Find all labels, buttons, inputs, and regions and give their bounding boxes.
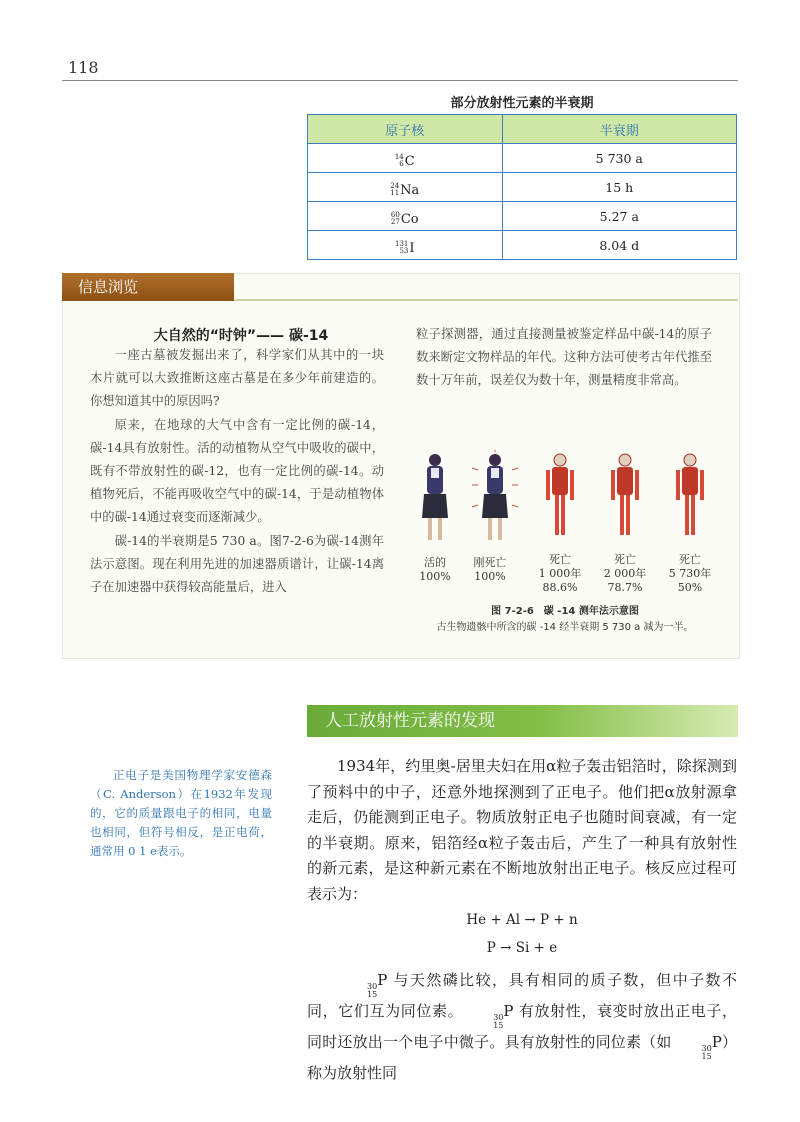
figure-subcaption: 古生物遗骸中所含的碳 -14 经半衰期 5 730 a 减为一半。 — [436, 622, 694, 633]
skeleton-2000-icon — [611, 454, 639, 535]
article-paragraph: 一座古墓被发掘出来了，科学家们从其中的一块木片就可以大致推断这座古墓是在多少年前建造的。你想知道其中的原因吗? — [90, 348, 384, 409]
halflife-table — [307, 114, 737, 260]
figure-label-2000: 死亡 2 000年 78.7% — [603, 553, 647, 594]
halflife-cell: 5 730 a — [502, 144, 736, 173]
figure-caption: 图 7-2-6 碳 -14 测年法示意图 — [491, 606, 639, 617]
table-row — [308, 144, 737, 173]
main-paragraph-2: 30 15 P 与天然磷比较，具有相同的质子数，但中子数不同，它们互为同位素。 30 15 P 有放射性，衰变时放出正电子，同时还放出一个电子中微子。具有放射性的同位素（如 30 15 P）称为放射性同 — [307, 971, 738, 1082]
skeleton-5730-icon — [676, 454, 704, 535]
living-person-icon — [422, 454, 448, 540]
figure-label-living: 活的 100% — [419, 556, 451, 583]
nucleus-cell: 14 6 C — [308, 144, 503, 173]
table-header-row — [308, 115, 737, 144]
article-paragraph: 碳-14的半衰期是5 730 a。图7-2-6为碳-14测年法示意图。现在利用先进的加速器质谱计，让碳-14离子在加速器中获得较高能量后，进入 — [90, 533, 384, 595]
main-paragraph-text: P）称为放射性同 — [307, 1033, 738, 1082]
info-box-label: 信息浏览 — [62, 273, 234, 301]
halflife-cell: 5.27 a — [502, 202, 736, 231]
header-nucleus: 原子核 — [308, 115, 503, 144]
table-row — [308, 202, 737, 231]
nucleus-cell: 131 53 I — [308, 231, 503, 260]
halflife-cell: 15 h — [502, 173, 736, 202]
main-paragraph-text: P 有放射性，衰变时放出正电子，同时还放出一个电子中微子。具有放射性的同位素（如 — [307, 1002, 737, 1051]
article-paragraph: 原来，在地球的大气中含有一定比例的碳-14，碳-14具有放射性。活的动植物从空气中吸收的碳中，既有不带放射性的碳-12，也有一定比例的碳-14。动植物死后，不能再吸收空气中的碳-14，于是动植物体中的碳-14通过衰变而逐渐减少。 — [90, 417, 384, 525]
main-paragraph-text: 1934年，约里奥-居里夫妇在用α粒子轰击铝箔时，除探测到了预料中的中子，还意外地探测到了正电子。他们把α放射源拿走后，仍能测到正电子。物质放射正电子也随时间衰减，有一定的半衰期。原来，铝箔经α粒子轰击后，产生了一种具有放射性的新元素，是这种新元素在不断地放射出正电子。核反应过程可表示为： — [307, 757, 737, 903]
figure-label-just-dead: 刚死亡 100% — [473, 556, 507, 583]
nucleus-cell: 60 27 Co — [308, 202, 503, 231]
equation-2 — [307, 940, 737, 956]
article-paragraph: 粒子探测器，通过直接测量被鉴定样品中碳-14的原子数来断定文物样品的年代。这种方法可使考古年代推至数十万年前，误差仅为数十年，测量精度非常高。 — [416, 327, 712, 388]
halflife-cell: 8.04 d — [502, 231, 736, 260]
section-title: 人工放射性元素的发现 — [325, 711, 495, 731]
equation-1 — [307, 912, 737, 928]
figure-label-5730: 死亡 5 730年 50% — [668, 553, 712, 594]
article-right-column — [416, 323, 712, 393]
skeleton-1000-icon — [546, 454, 574, 535]
table-title: 部分放射性元素的半衰期 — [450, 96, 594, 111]
equation-text: P → Si + e — [486, 940, 558, 956]
header-halflife: 半衰期 — [502, 115, 736, 144]
main-paragraph-1 — [307, 754, 737, 908]
header-rule — [62, 80, 738, 81]
dead-person-icon — [472, 450, 518, 540]
article-title: 大自然的“时钟”—— 碳-14 — [153, 328, 329, 344]
side-note — [90, 766, 272, 861]
nucleus-cell: 24 11 Na — [308, 173, 503, 202]
figure-label-1000: 死亡 1 000年 88.6% — [538, 553, 582, 594]
table-row — [308, 173, 737, 202]
info-box-underline — [234, 299, 738, 301]
page-number: 118 — [68, 58, 99, 77]
side-note-text: 正电子是美国物理学家安德森（C. Anderson）在1932年发现的，它的质量跟电子的相同，电量也相同，但符号相反，是正电荷，通常用 0 1 e表示。 — [90, 768, 272, 858]
main-paragraph-text: P 与天然磷比较，具有相同的质子数，但中子数不同，它们互为同位素。 — [307, 971, 737, 1020]
article-left-column — [90, 344, 384, 599]
equation-text: He + Al → P + n — [466, 912, 578, 928]
table-row — [308, 231, 737, 260]
